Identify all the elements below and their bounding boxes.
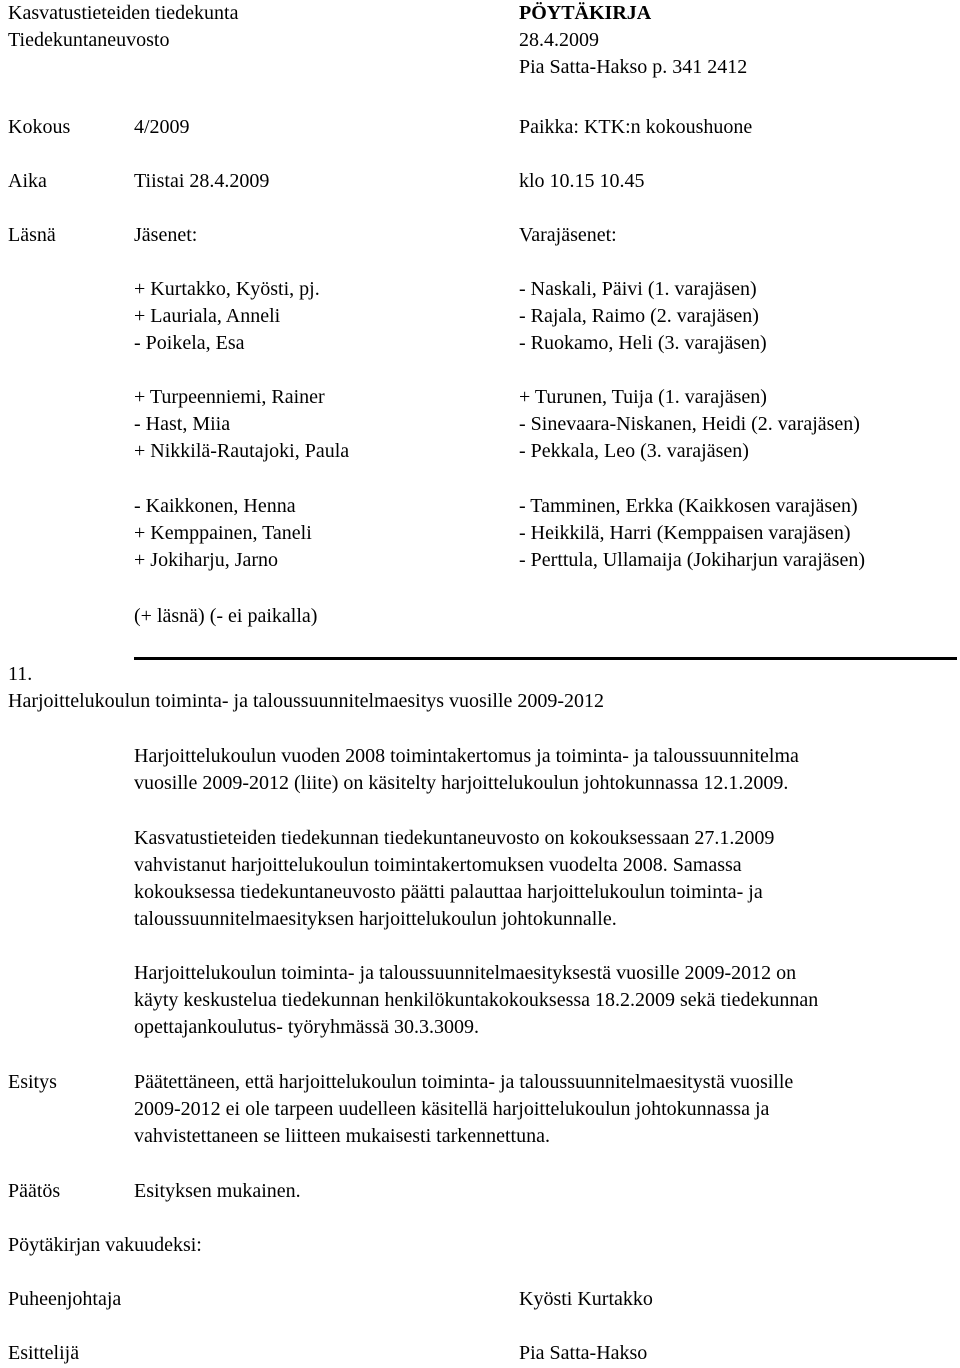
presenter-name: Pia Satta-Hakso (519, 1342, 648, 1364)
deputy: - Heikkilä, Harri (Kemppaisen varajäsen) (519, 522, 851, 544)
attendance-legend: (+ läsnä) (- ei paikalla) (134, 605, 318, 627)
contact: Pia Satta-Hakso p. 341 2412 (519, 56, 748, 78)
aika-value: Tiistai 28.4.2009 (134, 170, 270, 192)
deputy: - Ruokamo, Heli (3. varajäsen) (519, 332, 767, 354)
member: + Kemppainen, Taneli (134, 522, 312, 544)
signatures-heading: Pöytäkirjan vakuudeksi: (8, 1234, 202, 1256)
paragraph-line: vahvistanut harjoittelukoulun toimintakertomuksen vuodelta 2008. Samassa (134, 854, 742, 876)
section-divider (134, 657, 957, 660)
deputy: - Sinevaara-Niskanen, Heidi (2. varajäsen) (519, 413, 860, 435)
paragraph (134, 825, 934, 933)
kokous-value: 4/2009 (134, 116, 190, 138)
paragraph-line: Kasvatustieteiden tiedekunnan tiedekuntaneuvosto on kokouksessaan 27.1.2009 (134, 827, 775, 849)
aika-label: Aika (8, 170, 47, 192)
member: - Poikela, Esa (134, 332, 245, 354)
member: + Lauriala, Anneli (134, 305, 281, 327)
deputy: - Naskali, Päivi (1. varajäsen) (519, 278, 757, 300)
member: - Hast, Miia (134, 413, 231, 435)
member: + Kurtakko, Kyösti, pj. (134, 278, 320, 300)
member: + Turpeenniemi, Rainer (134, 386, 325, 408)
member: + Jokiharju, Jarno (134, 549, 279, 571)
paragraph-line: opettajankoulutus- työryhmässä 30.3.3009. (134, 1016, 479, 1038)
esitys-label: Esitys (8, 1071, 57, 1093)
chair-name: Kyösti Kurtakko (519, 1288, 653, 1310)
deputy: - Perttula, Ullamaija (Jokiharjun varajäsen) (519, 549, 865, 571)
kokous-label: Kokous (8, 116, 71, 138)
members-label: Jäsenet: (134, 224, 198, 246)
doc-date: 28.4.2009 (519, 29, 599, 51)
paragraph-line: Päätettäneen, että harjoittelukoulun toiminta- ja taloussuunnitelmaesitystä vuosille (134, 1071, 794, 1093)
paikka: Paikka: KTK:n kokoushuone (519, 116, 753, 138)
paragraph (134, 960, 934, 1041)
deputy: - Tamminen, Erkka (Kaikkosen varajäsen) (519, 495, 858, 517)
paragraph-line: 2009-2012 ei ole tarpeen uudelleen käsitellä harjoittelukoulun johtokunnassa ja (134, 1098, 770, 1120)
council-name: Tiedekuntaneuvosto (8, 29, 170, 51)
klo: klo 10.15 10.45 (519, 170, 645, 192)
deputy: - Rajala, Raimo (2. varajäsen) (519, 305, 759, 327)
member: + Nikkilä-Rautajoki, Paula (134, 440, 350, 462)
presenter-label: Esittelijä (8, 1342, 80, 1364)
paragraph-line: kokouksessa tiedekuntaneuvosto päätti palauttaa harjoittelukoulun toiminta- ja (134, 881, 763, 903)
paragraph (134, 743, 934, 797)
paatos-value: Esityksen mukainen. (134, 1180, 301, 1202)
paragraph-line: käyty keskustelua tiedekunnan henkilökuntakokouksessa 18.2.2009 sekä tiedekunnan (134, 989, 819, 1011)
deputy: + Turunen, Tuija (1. varajäsen) (519, 386, 767, 408)
paragraph-line: Harjoittelukoulun toiminta- ja taloussuunnitelmaesityksestä vuosille 2009-2012 on (134, 962, 797, 984)
chair-label: Puheenjohtaja (8, 1288, 122, 1310)
paragraph-line: vuosille 2009-2012 (liite) on käsitelty harjoittelukoulun johtokunnassa 12.1.2009. (134, 772, 789, 794)
member: - Kaikkonen, Henna (134, 495, 296, 517)
faculty-name: Kasvatustieteiden tiedekunta (8, 2, 239, 24)
doc-type: PÖYTÄKIRJA (519, 2, 652, 24)
item-number: 11. (8, 663, 33, 685)
lasna-label: Läsnä (8, 224, 56, 246)
paragraph-line: vahvistettaneen se liitteen mukaisesti tarkennettuna. (134, 1125, 550, 1147)
deputy: - Pekkala, Leo (3. varajäsen) (519, 440, 749, 462)
paragraph-line: taloussuunnitelmaesityksen harjoittelukoulun johtokunnalle. (134, 908, 617, 930)
item-title: Harjoittelukoulun toiminta- ja taloussuunnitelmaesitys vuosille 2009-2012 (8, 690, 605, 712)
paragraph-line: Harjoittelukoulun vuoden 2008 toimintakertomus ja toiminta- ja taloussuunnitelma (134, 745, 799, 767)
esitys-text (134, 1069, 934, 1150)
deputies-label: Varajäsenet: (519, 224, 617, 246)
paatos-label: Päätös (8, 1180, 61, 1202)
